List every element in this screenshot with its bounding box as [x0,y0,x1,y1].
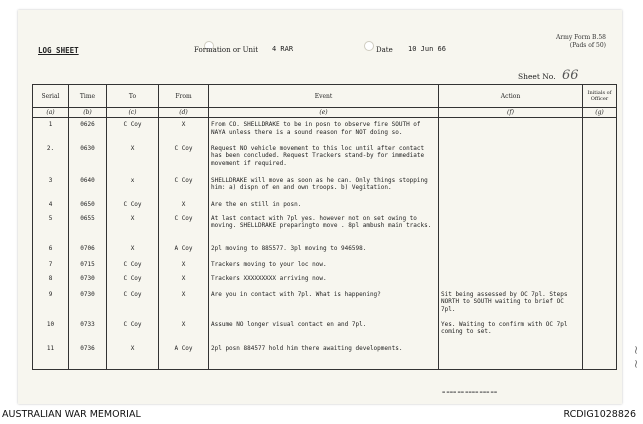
cell-event: Are the en still in posn. [209,198,439,212]
cell-action [439,272,583,288]
cell-event: Trackers moving to your loc now. [209,258,439,272]
cell-to: x [107,174,159,198]
col-header-serial: Serial [33,85,69,108]
cell-event: Request NO vehicle movement to this loc until after contact has been concluded. Request Trackers stand-by for immediate movement if required. [209,142,439,174]
subheader-g: (g) [583,108,617,118]
cell-to: C Coy [107,272,159,288]
table-row [33,142,617,174]
cell-serial: 11 [33,342,69,370]
date-value: 10 Jun 66 [408,45,446,53]
cell-to: C Coy [107,288,159,318]
cell-time: 0706 [69,242,107,258]
cell-from: X [159,118,209,142]
log-table [32,84,617,370]
cell-to: C Coy [107,318,159,342]
cell-from: C Coy [159,174,209,198]
cell-action: Yes. Waiting to confirm with OC 7pl coming to set. [439,318,583,342]
cell-initials [583,272,617,288]
cell-action [439,258,583,272]
cell-to: C Coy [107,118,159,142]
printer-mark: ▬ ▬▬▬ ▬▬ ▬▬▬▬ ▬▬▬ ▬▬ [442,390,498,394]
cell-time: 0715 [69,258,107,272]
cell-event: From CO. SHELLDRAKE to be in posn to observe fire SOUTH of NAYA unless there is a sound reason for NOT doing so. [209,118,439,142]
cell-event: Trackers XXXXXXXXX arriving now. [209,272,439,288]
table-row [33,212,617,242]
cell-action: Sit being assessed by OC 7pl. Steps NORTH to SOUTH waiting to brief OC 7pl. [439,288,583,318]
cell-event: At last contact with 7pl yes. however not on set owing to moving. SHELLDRAKE preparingto move . 8pl ambush main tracks. [209,212,439,242]
cell-initials [583,318,617,342]
cell-from: X [159,288,209,318]
cell-time: 0630 [69,142,107,174]
cell-serial: 2. [33,142,69,174]
cell-initials [583,142,617,174]
cell-time: 0640 [69,174,107,198]
cell-serial: 10 [33,318,69,342]
cell-from: X [159,318,209,342]
cell-event: Are you in contact with 7pl. What is happening? [209,288,439,318]
cell-to: X [107,342,159,370]
cell-time: 0626 [69,118,107,142]
cell-action [439,342,583,370]
col-header-from: From [159,85,209,108]
archive-reference: RCDIG1028826 [563,409,636,420]
cell-action [439,212,583,242]
cell-action [439,142,583,174]
table-row [33,174,617,198]
formation-value: 4 RAR [272,45,294,53]
cell-serial: 7 [33,258,69,272]
formation-label: Formation or Unit [194,46,259,54]
log-sheet-document [18,10,643,404]
cell-time: 0730 [69,288,107,318]
cell-serial: 9 [33,288,69,318]
table-row [33,242,617,258]
cell-initials [583,212,617,242]
cell-serial: 4 [33,198,69,212]
cell-from: C Coy [159,212,209,242]
cell-event: 2pl moving to 885577. 3pl moving to 946598. [209,242,439,258]
cell-serial: 1 [33,118,69,142]
cell-serial: 6 [33,242,69,258]
col-header-time: Time [69,85,107,108]
form-number [556,34,606,50]
sheet-no-label: Sheet No. [518,72,556,81]
cell-from: X [159,198,209,212]
table-row [33,118,617,142]
table-row [33,288,617,318]
cell-event: Assume NO longer visual contact en and 7pl. [209,318,439,342]
cell-time: 0730 [69,272,107,288]
handwritten-annotation: ~ ~ [629,345,643,369]
cell-action [439,242,583,258]
cell-initials [583,288,617,318]
cell-to: X [107,212,159,242]
subheader-c: (c) [107,108,159,118]
punch-hole-right [364,41,374,51]
col-header-action: Action [439,85,583,108]
cell-event: 2pl posn 884577 hold him there awaiting developments. [209,342,439,370]
cell-from: X [159,272,209,288]
subheader-b: (b) [69,108,107,118]
cell-serial: 5 [33,212,69,242]
cell-action [439,198,583,212]
cell-from: A Coy [159,242,209,258]
cell-event: SHELLDRAKE will move as soon as he can. Only things stopping him: a) dispn of en and own troops. b) Vegitation. [209,174,439,198]
cell-time: 0650 [69,198,107,212]
cell-initials [583,174,617,198]
sheet-number [518,68,579,83]
subheader-f: (f) [439,108,583,118]
cell-from: A Coy [159,342,209,370]
subheader-a: (a) [33,108,69,118]
cell-to: X [107,242,159,258]
cell-from: C Coy [159,142,209,174]
cell-initials [583,118,617,142]
header-row [33,85,617,108]
cell-serial: 3 [33,174,69,198]
subheader-row [33,108,617,118]
cell-time: 0733 [69,318,107,342]
date-label: Date [376,46,393,54]
cell-initials [583,242,617,258]
col-header-initials: Initials of Officer [583,85,617,108]
cell-to: X [107,142,159,174]
log-body [33,118,617,370]
col-header-to: To [107,85,159,108]
cell-action [439,174,583,198]
subheader-e: (e) [209,108,439,118]
sheet-no-value: 66 [561,68,579,83]
sheet-title: LOG SHEET [38,46,79,55]
pads-label: (Pads of 50) [569,42,606,49]
cell-from: X [159,258,209,272]
cell-to: C Coy [107,258,159,272]
cell-time: 0655 [69,212,107,242]
archive-caption: AUSTRALIAN WAR MEMORIAL [2,409,141,420]
subheader-d: (d) [159,108,209,118]
cell-serial: 8 [33,272,69,288]
cell-time: 0736 [69,342,107,370]
table-row [33,318,617,342]
table-row [33,198,617,212]
table-row [33,272,617,288]
col-header-event: Event [209,85,439,108]
cell-to: C Coy [107,198,159,212]
cell-initials [583,258,617,272]
army-form-label: Army Form B.58 [555,34,606,41]
table-row [33,342,617,370]
cell-initials [583,198,617,212]
cell-action [439,118,583,142]
table-row [33,258,617,272]
